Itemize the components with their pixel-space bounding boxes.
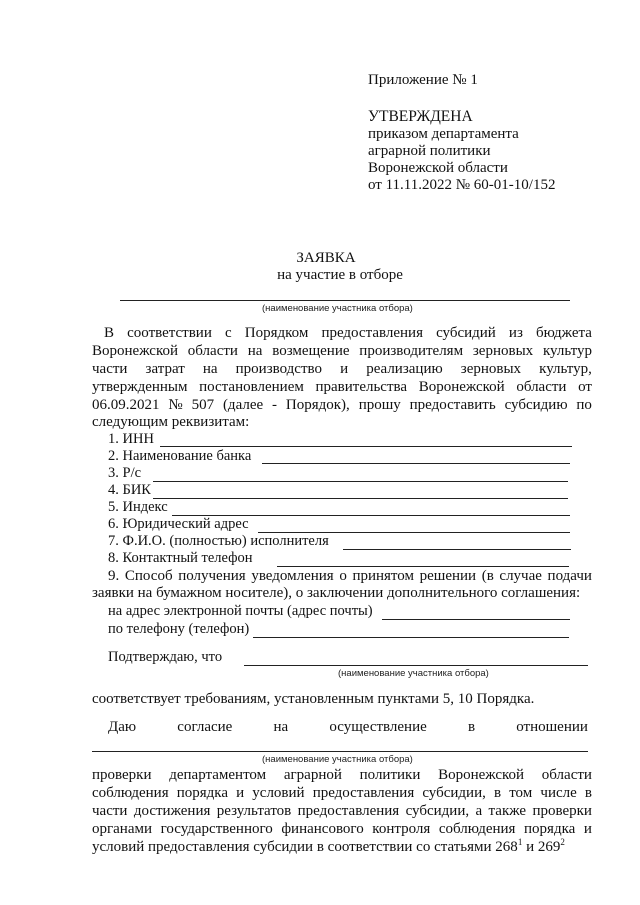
notification-email-label: на адрес электронной почты (адрес почты) [108,603,373,619]
field-label-phone: 8. Контактный телефон [108,550,253,566]
field-label-index: 5. Индекс [108,499,168,515]
consent-line: Даю согласие на осуществление в отношении [108,719,588,735]
consent-text-line-3: части достижения результатов предоставления субсидии, а также проверки [92,803,592,819]
field-label-legal-address: 6. Юридический адрес [108,516,249,532]
field-label-bik: 4. БИК [108,482,151,498]
field-label-account: 3. Р/с [108,465,142,481]
participant-name-line [120,300,570,301]
field-line-inn[interactable] [160,446,572,447]
page-title: ЗАЯВКА [296,250,356,266]
notification-line-1: 9. Способ получения уведомления о принятом решении (в случае подачи [108,568,592,584]
appendix-label: Приложение № 1 [368,72,478,88]
approved-line-1: приказом департамента [368,126,519,142]
approved-line-4: от 11.11.2022 № 60-01-10/152 [368,177,556,193]
confirm-label: Подтверждаю, что [108,649,223,665]
consent-text-line-5: условий предоставления субсидии в соответствии со статьями $268^1$ и $269^2$ [92,837,565,855]
confirm-participant-line[interactable] [244,665,588,666]
confirm-participant-caption: (наименование участника отбора) [338,668,489,679]
intro-line-5: 06.09.2021 № 507 (далее - Порядок), прошу предоставить субсидию по [92,397,592,413]
field-label-bank: 2. Наименование банка [108,448,252,464]
intro-line-4: утвержденным постановлением правительства Воронежской области от [92,379,592,395]
field-line-phone[interactable] [277,566,569,567]
page-subtitle: на участие в отборе [277,267,403,283]
consent-participant-line[interactable] [92,751,588,752]
intro-line-1: В соответствии с Порядком предоставления субсидий из бюджета [104,325,592,341]
field-line-account[interactable] [153,481,568,482]
intro-line-3: части затрат на производство и реализацию зерновых культур, [92,361,592,377]
consent-text-line-2: соблюдения порядка и условий предоставления субсидии, в том числе в [92,785,592,801]
consent-participant-caption: (наименование участника отбора) [262,754,413,765]
notification-phone-label: по телефону (телефон) [108,621,250,637]
confirm-text: соответствует требованиям, установленным пунктами 5, 10 Порядка. [92,691,535,707]
approved-label: УТВЕРЖДЕНА [368,108,473,125]
field-label-executor: 7. Ф.И.О. (полностью) исполнителя [108,533,329,549]
notification-email-line[interactable] [382,619,570,620]
approved-line-3: Воронежской области [368,160,508,176]
consent-text-line-1: проверки департаментом аграрной политики Воронежской области [92,767,592,783]
field-line-executor[interactable] [343,549,571,550]
consent-text-line-4: органами государственного финансового контроля соблюдения порядка и [92,821,592,837]
participant-name-caption: (наименование участника отбора) [262,303,413,314]
field-label-inn: 1. ИНН [108,431,154,447]
approved-line-2: аграрной политики [368,143,491,159]
intro-line-2: Воронежской области на возмещение производителям зерновых культур [92,343,592,359]
intro-line-6: следующим реквизитам: [92,414,250,430]
notification-line-2: заявки на бумажном носителе), о заключении дополнительного соглашения: [92,585,581,601]
field-line-bik[interactable] [153,498,568,499]
notification-phone-line[interactable] [253,637,569,638]
field-line-bank[interactable] [262,463,570,464]
